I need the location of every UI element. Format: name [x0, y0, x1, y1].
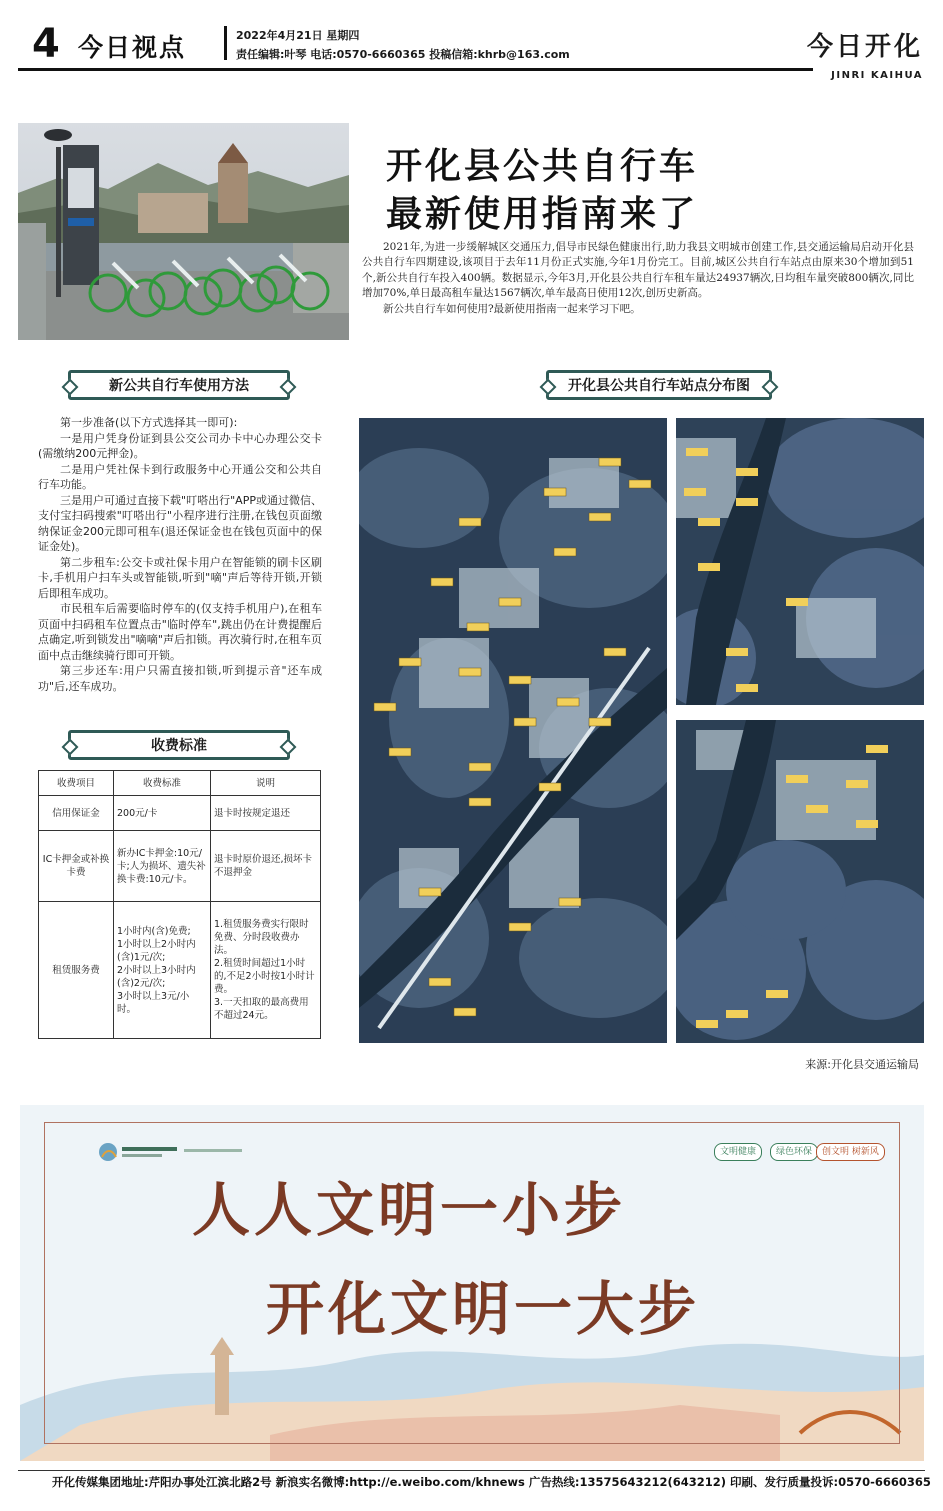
table-cell: 1小时内(含)免费; 1小时以上2小时内(含)1元/次; 2小时以上3小时内(含)2元/次; 3小时以上3元/小时。	[114, 902, 211, 1039]
banner-logo	[96, 1139, 246, 1165]
table-cell: 退卡时按规定退还	[211, 796, 321, 831]
station-map-south	[676, 720, 924, 1043]
slogan-line-1: 人人文明一小步	[192, 1176, 627, 1244]
bike-station-photo	[18, 123, 349, 340]
table-header-cell: 收费标准	[114, 771, 211, 796]
footer-info: 开化传媒集团地址:芹阳办事处江滨北路2号 新浪实名微博:http://e.weibo.com/khnews 广告热线:13575643212(643212) 印刷、发行质量投诉:0570-6660365	[52, 1475, 931, 1489]
intro-paragraph: 新公共自行车如何使用?最新使用指南一起来学习下吧。	[383, 302, 641, 315]
map-source: 来源:开化县交通运输局	[805, 1058, 919, 1071]
intro-text	[362, 240, 914, 317]
editor-info: 责任编辑:叶琴 电话:0570-6660365 投稿信箱:khrb@163.com	[236, 48, 570, 61]
headline	[386, 143, 698, 239]
table-row	[39, 902, 321, 1039]
table-cell: 200元/卡	[114, 796, 211, 831]
section-title: 今日视点	[78, 33, 187, 62]
civility-banner	[20, 1105, 924, 1461]
station-map-main	[359, 418, 667, 1043]
table-header-cell: 说明	[211, 771, 321, 796]
table-row	[39, 831, 321, 902]
fee-table	[38, 770, 321, 1039]
banner-tag: 文明健康	[714, 1143, 762, 1161]
table-cell: IC卡押金或补换卡费	[39, 831, 114, 902]
table-header-row	[39, 771, 321, 796]
headline-line-2: 最新使用指南来了	[386, 194, 699, 235]
table-cell: 信用保证金	[39, 796, 114, 831]
table-cell: 租赁服务费	[39, 902, 114, 1039]
slogan-line-2: 开化文明一大步	[266, 1275, 701, 1343]
headline-line-1: 开化县公共自行车	[386, 146, 699, 187]
method-text	[38, 415, 322, 694]
intro-paragraph: 2021年,为进一步缓解城区交通压力,倡导市民绿色健康出行,助力我县文明城市创建工作,县交通运输局启动开化县公共自行车四期建设,该项目于去年11月份正式实施,今年1月份完工。目前,城区公共自行车站点由原来30个增加到51个,新公共自行车投入400辆。数据显示,今年3月,开化县公共自行车租车量达24937辆次,日均租车量突破800辆次,同比增加70%,单日最高租车量达1567辆次,单车最高日使用12次,创历史新高。	[362, 241, 914, 300]
method-paragraph: 三是用户可通过直接下载"叮嗒出行"APP或通过微信、支付宝扫码搜索"叮嗒出行"小程序进行注册,在钱包页面缴纳保证金200元即可租车(退还保证金也在钱包页面中的保证金处)。	[38, 493, 322, 553]
footer-rule	[18, 1470, 925, 1471]
table-cell: 退卡时原价退还,损坏卡不退押金	[211, 831, 321, 902]
banner-tag: 创文明 树新风	[816, 1143, 885, 1161]
page-number: 4	[32, 21, 60, 67]
banner-tag: 绿色环保	[770, 1143, 818, 1161]
method-paragraph: 市民租车后需要临时停车的(仅支持手机用户),在租车页面中扫码租车位置点击"临时停车",跳出仍在计费提醒后点确定,听到锁发出"嘀嘀"声后扣锁。再次骑行时,在租车页面中点击继续骑行即可开锁。	[38, 602, 322, 662]
method-section-title: 新公共自行车使用方法	[68, 370, 290, 400]
table-cell: 新办IC卡押金:10元/卡;人为损坏、遗失补换卡费:10元/卡。	[114, 831, 211, 902]
method-paragraph: 一是用户凭身份证到县公交公司办卡中心办理公交卡(需缴纳200元押金)。	[38, 431, 322, 460]
method-paragraph: 二是用户凭社保卡到行政服务中心开通公交和公共自行车功能。	[38, 462, 322, 491]
issue-date: 2022年4月21日 星期四	[236, 29, 360, 42]
table-row	[39, 796, 321, 831]
table-header-cell: 收费项目	[39, 771, 114, 796]
newspaper-logo-en: JINRI KAIHUA	[831, 70, 923, 81]
fees-section-title: 收费标准	[68, 730, 290, 760]
header-divider	[224, 26, 227, 60]
newspaper-logo: 今日开化	[806, 32, 923, 62]
method-paragraph: 第一步准备(以下方式选择其一即可):	[60, 416, 238, 429]
method-paragraph: 第三步还车:用户只需直接扣锁,听到提示音"还车成功"后,还车成功。	[38, 664, 322, 693]
method-paragraph: 第二步租车:公交卡或社保卡用户在智能锁的刷卡区刷卡,手机用户扫车头或智能锁,听到"嘀"声后等待开锁,开锁后即租车成功。	[38, 555, 322, 600]
header-rule	[18, 68, 813, 71]
map-section-title: 开化县公共自行车站点分布图	[546, 370, 772, 400]
table-cell: 1.租赁服务费实行限时免费、分时段收费办法。 2.租赁时间超过1小时的,不足2小时按1小时计费。 3.一天扣取的最高费用不超过24元。	[211, 902, 321, 1039]
station-map-north	[676, 418, 924, 705]
